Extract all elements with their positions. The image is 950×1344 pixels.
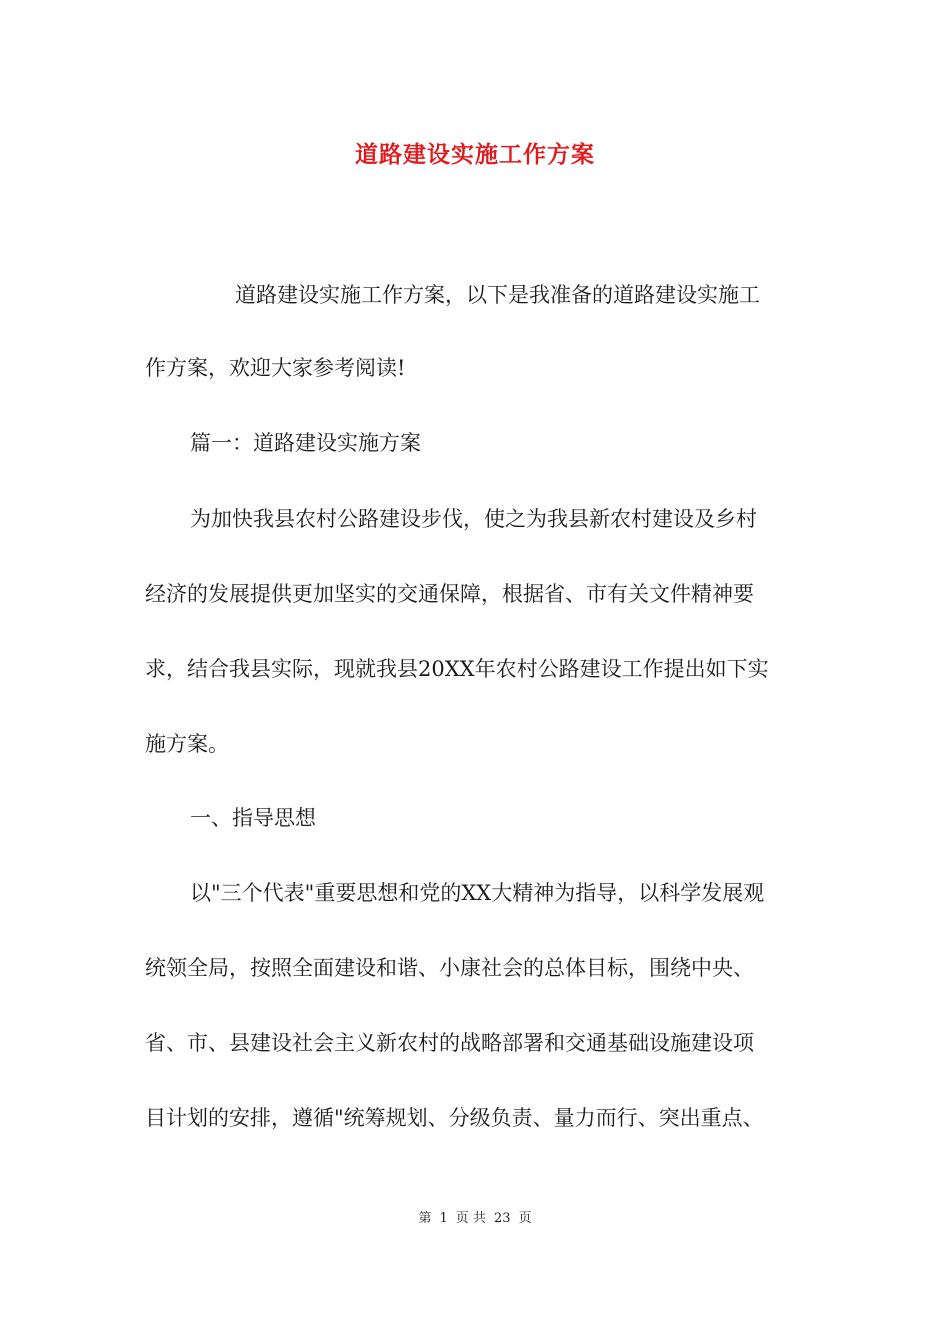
paragraph-line: 求，结合我县实际，现就我县20XX年农村公路建设工作提出如下实 [145,657,769,681]
footer-total-pages: 23 [493,1211,511,1226]
paragraph-line: 为加快我县农村公路建设步伐，使之为我县新农村建设及乡村 [190,507,757,531]
footer-prefix: 第 [418,1211,432,1226]
document-title: 道路建设实施工作方案 [355,141,595,168]
page-footer [0,1207,950,1226]
footer-suffix: 页 [518,1211,532,1226]
paragraph-line: 目计划的安排，遵循"统筹规划、分级负责、量力而行、突出重点、 [145,1106,764,1130]
paragraph-line: 以"三个代表"重要思想和党的XX大精神为指导，以科学发展观 [190,881,765,905]
paragraph-line: 施方案。 [145,732,229,756]
paragraph-line: 经济的发展提供更加坚实的交通保障，根据省、市有关文件精神要 [145,582,754,606]
section-heading: 篇一：道路建设实施方案 [190,431,421,455]
section-heading: 一、指导思想 [190,806,316,830]
paragraph-line: 作方案，欢迎大家参考阅读! [145,356,406,380]
footer-middle: 页 共 [455,1211,486,1226]
footer-page-number: 1 [439,1211,448,1226]
paragraph-line: 省、市、县建设社会主义新农村的战略部署和交通基础设施建设项 [145,1031,754,1055]
paragraph-line: 统领全局，按照全面建设和谐、小康社会的总体目标，围绕中央、 [145,956,754,980]
paragraph-line: 道路建设实施工作方案，以下是我准备的道路建设实施工 [235,283,760,307]
